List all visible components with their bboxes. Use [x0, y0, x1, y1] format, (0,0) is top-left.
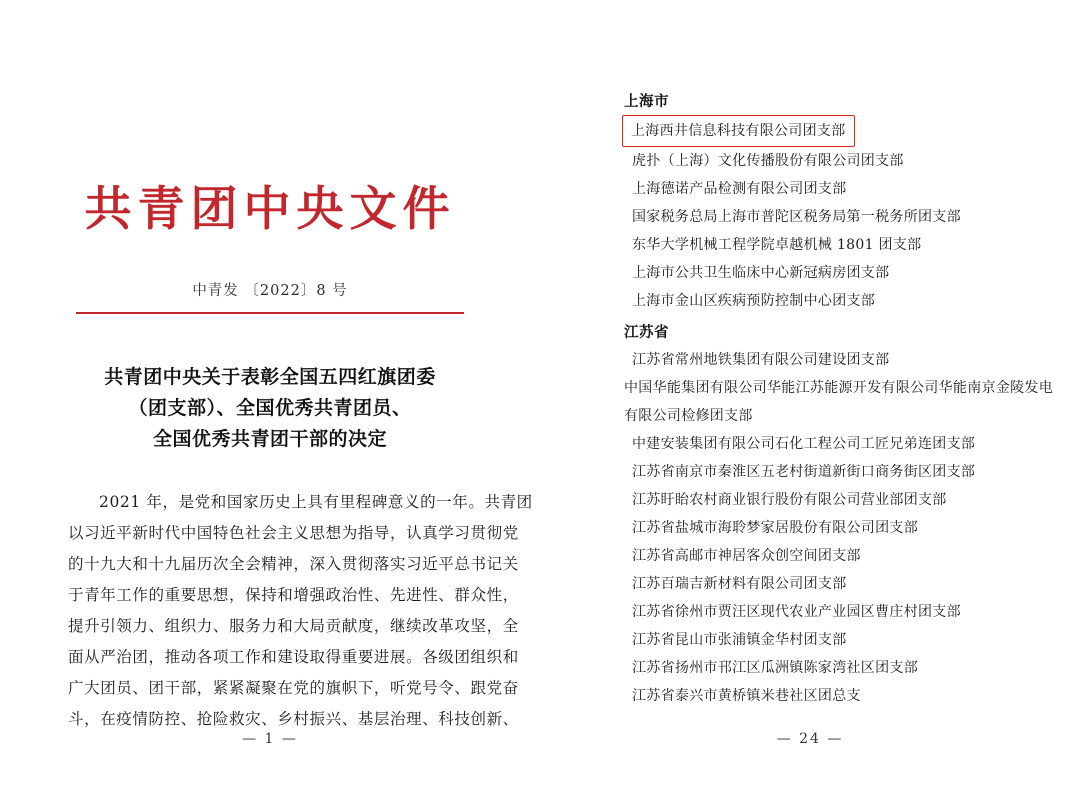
list-item: 国家税务总局上海市普陀区税务局第一税务所团支部	[632, 209, 961, 225]
right-page	[540, 0, 1080, 809]
body-line: 以习近平新时代中国特色社会主义思想为指导，认真学习贯彻党	[68, 524, 519, 542]
list-item: 中建安装集团有限公司石化工程公司工匠兄弟连团支部	[632, 436, 976, 452]
body-line: 广大团员、团干部，紧紧凝聚在党的旗帜下，听党号令、跟党奋	[68, 679, 519, 697]
list-item: 江苏省盐城市海聆梦家居股份有限公司团支部	[632, 520, 918, 536]
list-item: 江苏省常州地铁集团有限公司建设团支部	[632, 352, 890, 368]
body-line: 2021 年，是党和国家历史上具有里程碑意义的一年。共青团	[99, 493, 533, 511]
red-divider-rule	[76, 312, 464, 314]
list-item: 江苏省泰兴市黄桥镇米巷社区团总支	[632, 688, 861, 704]
body-line: 斗，在疫情防控、抢险救灾、乡村振兴、基层治理、科技创新、	[68, 710, 519, 728]
list-item: 江苏百瑞吉新材料有限公司团支部	[632, 576, 847, 592]
heading-line-2: （团支部）、全国优秀共青团员、	[128, 397, 412, 419]
list-item: 上海德诺产品检测有限公司团支部	[632, 181, 847, 197]
list-item: 东华大学机械工程学院卓越机械 1801 团支部	[632, 237, 922, 253]
left-page-number: — 1 —	[242, 731, 298, 747]
body-line: 的十九大和十九届历次全会精神，深入贯彻落实习近平总书记关	[68, 555, 519, 573]
list-item: 江苏省扬州市邗江区瓜洲镇陈家湾社区团支部	[632, 660, 918, 676]
list-item: 江苏省高邮市神居客众创空间团支部	[632, 548, 861, 564]
region-heading-shanghai: 上海市	[624, 93, 669, 110]
award-list	[624, 88, 1054, 710]
document-masthead: 共青团中央文件	[84, 182, 456, 237]
document-heading	[70, 362, 470, 455]
list-item: 虎扑（上海）文化传播股份有限公司团支部	[632, 153, 904, 169]
list-item: 江苏盱眙农村商业银行股份有限公司营业部团支部	[632, 492, 947, 508]
highlighted-list-item: 上海西井信息科技有限公司团支部	[622, 115, 855, 147]
document-number: 中青发 〔2022〕8 号	[192, 283, 348, 299]
body-line: 提升引领力、组织力、服务力和大局贡献度，继续改革攻坚，全	[68, 617, 519, 635]
body-line: 面从严治团，推动各项工作和建设取得重要进展。各级团组织和	[68, 648, 519, 666]
document-body	[68, 487, 533, 735]
heading-line-1: 共青团中央关于表彰全国五四红旗团委	[104, 366, 436, 388]
list-item-row	[624, 115, 1054, 147]
list-item: 江苏省南京市秦淮区五老村街道新街口商务街区团支部	[632, 464, 976, 480]
list-item: 上海市公共卫生临床中心新冠病房团支部	[632, 265, 890, 281]
region-heading-jiangsu: 江苏省	[624, 324, 669, 341]
body-line: 于青年工作的重要思想，保持和增强政治性、先进性、群众性，	[68, 586, 519, 604]
list-item: 江苏省昆山市张浦镇金华村团支部	[632, 632, 847, 648]
list-item: 上海市金山区疾病预防控制中心团支部	[632, 293, 876, 309]
list-item: 江苏省徐州市贾汪区现代农业产业园区曹庄村团支部	[632, 604, 961, 620]
right-page-number: — 24 —	[776, 731, 844, 747]
list-item: 中国华能集团有限公司华能江苏能源开发有限公司华能南京金陵发电有限公司检修团支部	[624, 380, 1053, 424]
heading-line-3: 全国优秀共青团干部的决定	[152, 428, 387, 450]
